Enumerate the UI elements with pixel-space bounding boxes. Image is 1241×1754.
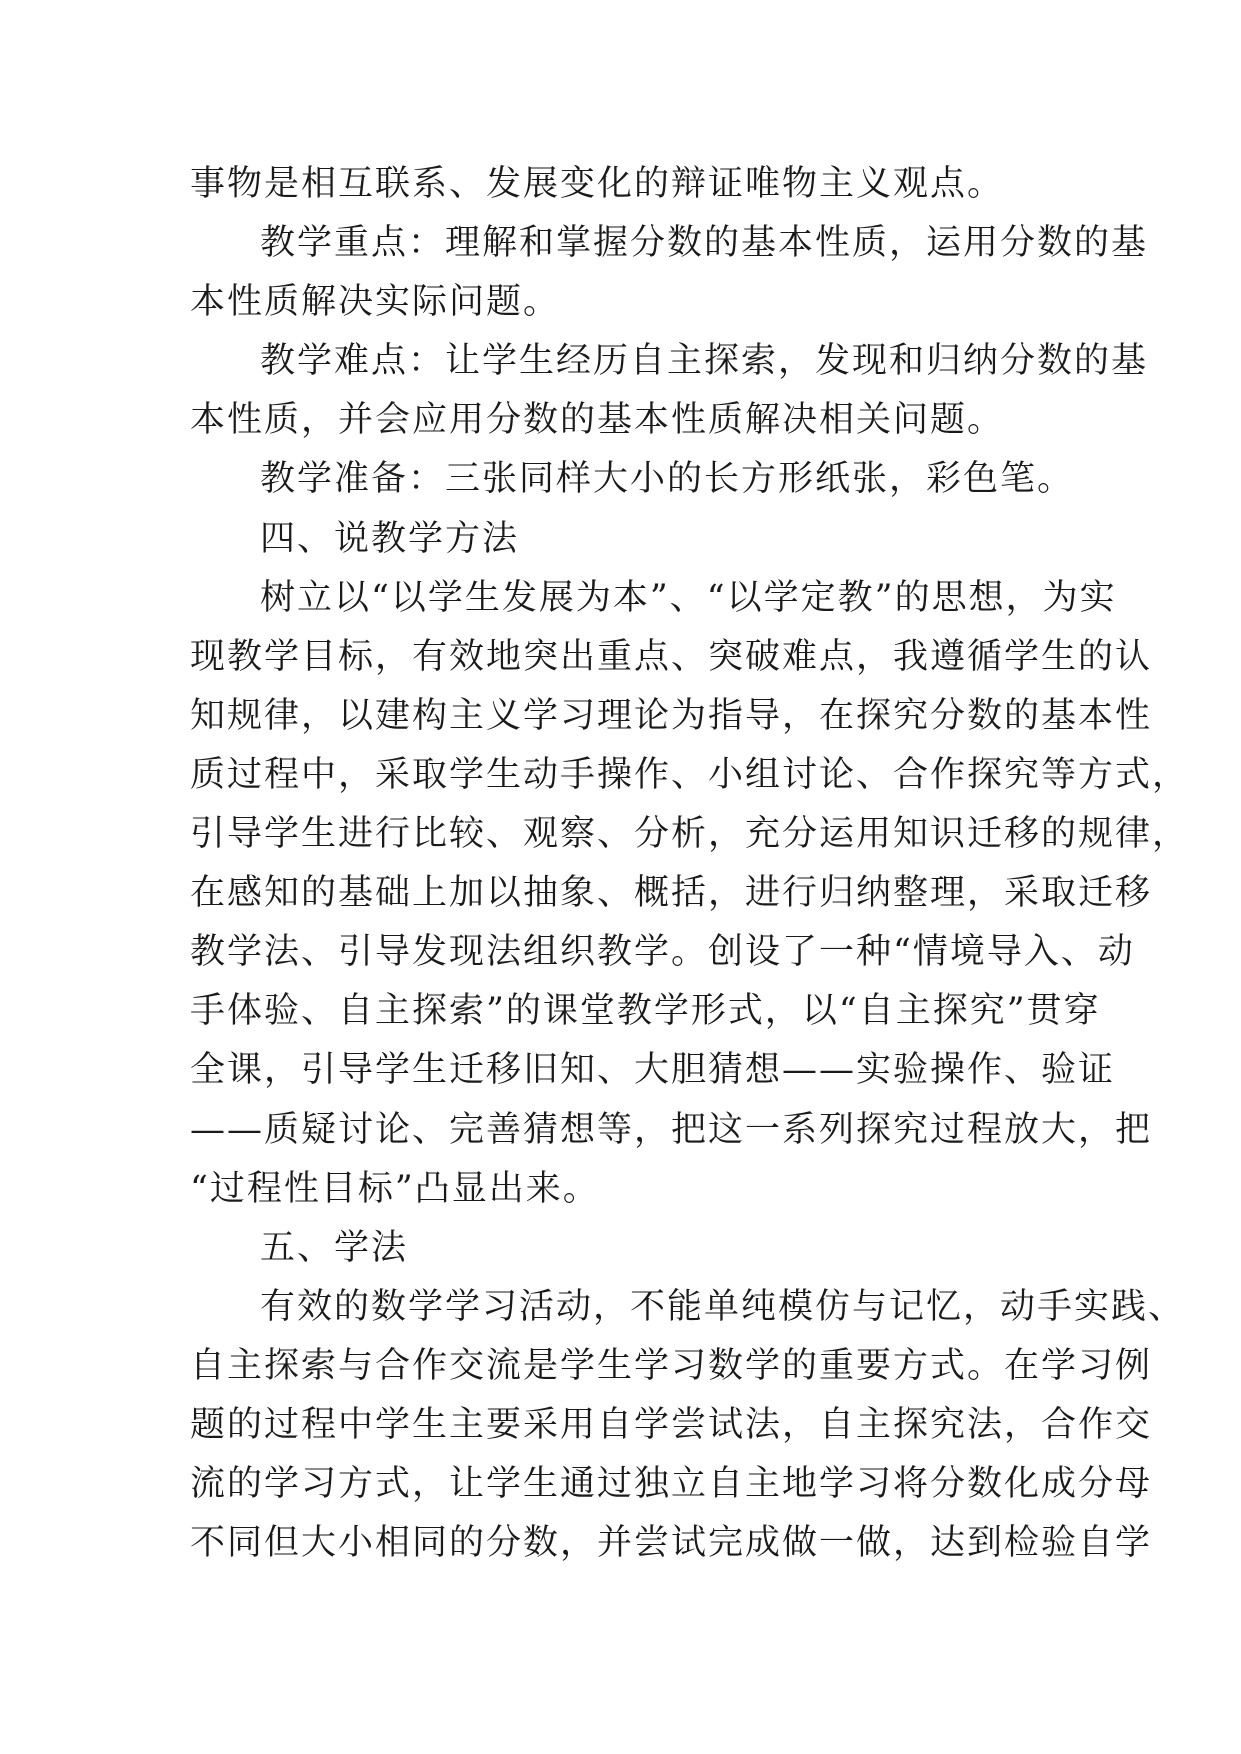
- text-line: 引导学生进行比较、观察、分析，充分运用知识迁移的规律，: [190, 814, 1190, 855]
- text-line: 题的过程中学生主要采用自学尝试法，自主探究法，合作交: [190, 1404, 1153, 1445]
- text-line: 知规律，以建构主义学习理论为指导，在探究分数的基本性: [190, 695, 1153, 736]
- text-line: 质过程中，采取学生动手操作、小组讨论、合作探究等方式，: [190, 754, 1190, 795]
- text-line: 不同但大小相同的分数，并尝试完成做一做，达到检验自学: [190, 1523, 1153, 1564]
- text-line: “过程性目标”凸显出来。: [190, 1168, 600, 1209]
- text-line: 现教学目标，有效地突出重点、突破难点，我遵循学生的认: [190, 636, 1153, 677]
- text-line: 四、说教学方法: [260, 518, 520, 559]
- text-line: 树立以“以学生发展为本”、“以学定教”的思想，为实: [260, 577, 1117, 618]
- text-line: 全课，引导学生迁移旧知、大胆猜想——实验操作、验证: [190, 1050, 1116, 1091]
- text-line: 教学难点：让学生经历自主探索，发现和归纳分数的基: [260, 341, 1149, 382]
- document-body: [190, 155, 1190, 1573]
- text-line: 本性质，并会应用分数的基本性质解决相关问题。: [190, 400, 1005, 441]
- text-line: 有效的数学学习活动，不能单纯模仿与记忆，动手实践、: [260, 1286, 1186, 1327]
- text-line: 本性质解决实际问题。: [190, 282, 561, 323]
- text-line: 自主探索与合作交流是学生学习数学的重要方式。在学习例: [190, 1345, 1153, 1386]
- text-line: 流的学习方式，让学生通过独立自主地学习将分数化成分母: [190, 1464, 1153, 1505]
- text-line: 手体验、自主探索”的课堂教学形式，以“自主探究”贯穿: [190, 991, 1101, 1032]
- text-line: 五、学法: [260, 1227, 409, 1268]
- text-line: 教学准备：三张同样大小的长方形纸张，彩色笔。: [260, 459, 1075, 500]
- text-line: 教学重点：理解和掌握分数的基本性质，运用分数的基: [260, 223, 1149, 264]
- text-line: 教学法、引导发现法组织教学。创设了一种“情境导入、动: [190, 932, 1135, 973]
- text-line: 事物是相互联系、发展变化的辩证唯物主义观点。: [190, 164, 1005, 204]
- text-line: 在感知的基础上加以抽象、概括，进行归纳整理，采取迁移: [190, 873, 1153, 914]
- text-line: ——质疑讨论、完善猜想等，把这一系列探究过程放大，把: [190, 1109, 1153, 1150]
